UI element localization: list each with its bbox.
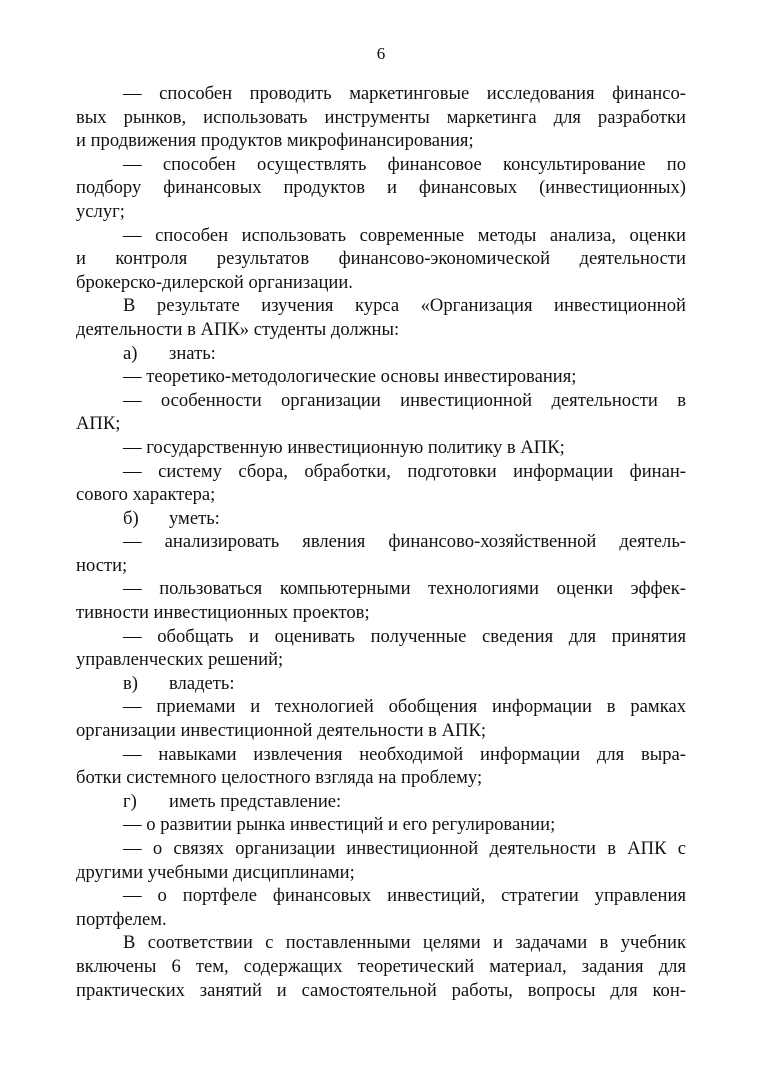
text-line: и продвижения продуктов микрофинансирования; [76,130,474,152]
text-line: услуг; [76,200,125,222]
text-line: — навыками извлечения необходимой информации для выра- [123,743,686,765]
text-line: сового характера; [76,484,216,506]
text-line: — обобщать и оценивать полученные сведения для принятия [123,625,686,647]
text-line: — способен осуществлять финансовое консультирование по [123,153,686,175]
list-heading-label: иметь представление: [169,790,342,812]
text-line: практических занятий и самостоятельной работы, вопросы для кон- [76,979,686,1001]
text-line: — о развитии рынка инвестиций и его регулировании; [123,814,556,836]
text-line: — способен проводить маркетинговые исследования финансо- [123,83,686,104]
text-line: — систему сбора, обработки, подготовки информации финан- [123,460,686,482]
text-line: ности; [76,554,128,576]
list-heading-know [76,342,686,366]
list-marker: г) [123,790,137,812]
list-heading-understand [76,790,686,814]
text-line: организации инвестиционной деятельности в АПК; [76,720,487,742]
text-line: — теоретико-методологические основы инвестирования; [123,366,577,388]
text-line: подбору финансовых продуктов и финансовых (инвестиционных) [76,177,686,199]
text-line: — особенности организации инвестиционной деятельности в [123,389,686,411]
list-heading-label: владеть: [169,672,235,694]
text-line: — государственную инвестиционную политику в АПК; [123,436,565,458]
text-line: — о портфеле финансовых инвестиций, стратегии управления [123,885,686,907]
text-line: — о связях организации инвестиционной деятельности в АПК с [123,838,686,859]
text-line: другими учебными дисциплинами; [76,861,355,883]
text-line: тивности инвестиционных проектов; [76,602,370,624]
text-line: управленческих решений; [76,649,284,671]
text-line: — приемами и технологией обобщения информации в рамках [123,696,686,718]
text-line: включены 6 тем, содержащих теоретический материал, задания для [76,955,686,977]
text-line: — пользоваться компьютерными технологиями оценки эффек- [123,578,686,600]
text-line: портфелем. [76,908,167,930]
text-line: — способен использовать современные методы анализа, оценки [123,224,686,246]
list-heading-label: уметь: [169,507,220,529]
list-marker: а) [123,342,138,364]
page-number: 6 [376,44,386,63]
text-line: брокерско-дилерской организации. [76,271,353,293]
list-heading-can [76,507,686,531]
text-line: и контроля результатов финансово-экономической деятельности [76,248,686,270]
body-text [76,82,686,1002]
text-line: АПК; [76,413,121,435]
text-line: вых рынков, использовать инструменты маркетинга для разработки [76,106,686,128]
list-heading-label: знать: [169,342,216,364]
text-line: — анализировать явления финансово-хозяйственной деятель- [123,531,686,553]
text-line: ботки системного целостного взгляда на проблему; [76,767,483,789]
text-line: В результате изучения курса «Организация инвестиционной [123,295,686,317]
list-marker: б) [123,507,139,529]
list-marker: в) [123,672,138,694]
text-line: деятельности в АПК» студенты должны: [76,318,400,340]
text-line: В соответствии с поставленными целями и задачами в учебник [123,932,686,954]
list-heading-master [76,672,686,696]
